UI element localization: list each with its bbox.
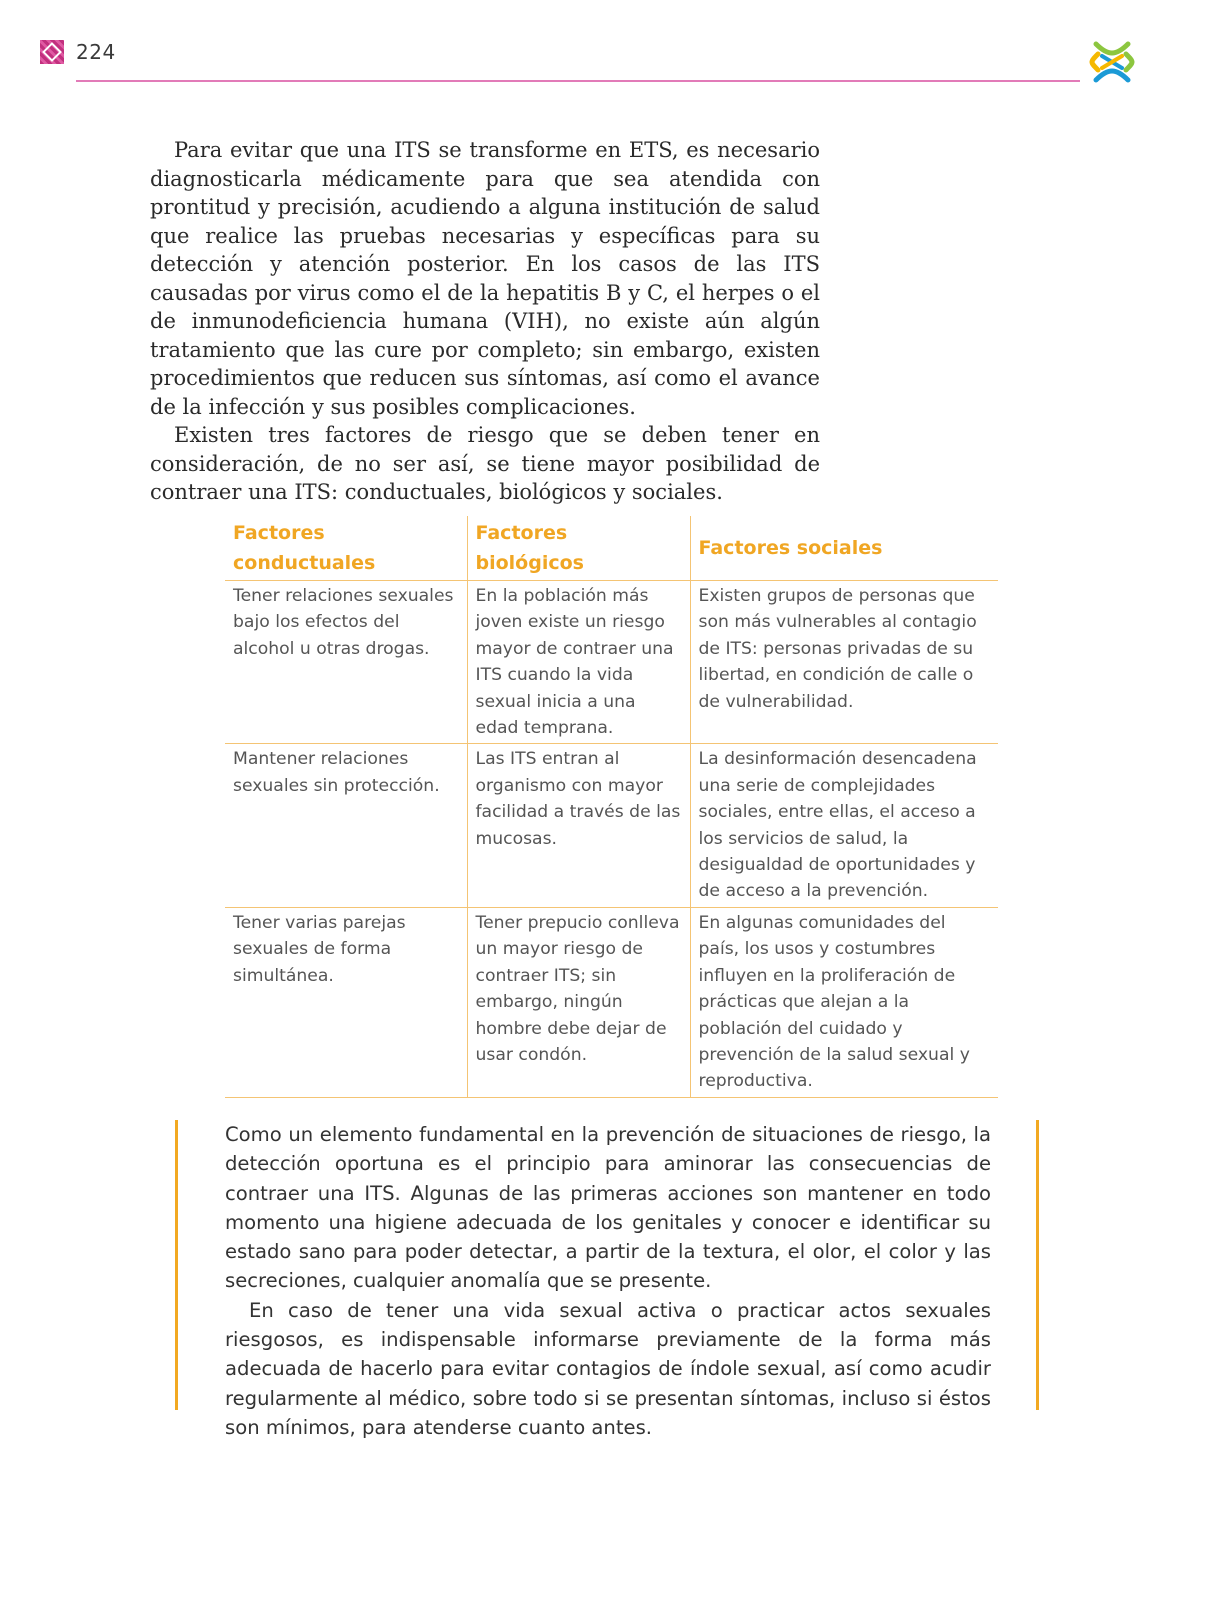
highlight-text xyxy=(225,1120,991,1442)
header-divider xyxy=(76,80,1080,82)
highlight-box xyxy=(175,1120,1039,1439)
table-header-row xyxy=(225,516,998,581)
highlight-paragraph: Como un elemento fundamental en la prevención de situaciones de riesgo, la detección oportuna es el principio para aminorar las consecuencias de contraer una ITS. Algunas de las primeras acciones son mantener en todo momento una higiene adecuada de los genitales y conocer e identificar su estado sano para poder detectar, a partir de la textura, el olor, el color y las secreciones, cualquier anomalía que se presente. xyxy=(225,1123,991,1293)
intro-paragraph: Existen tres factores de riesgo que se deben tener en consideración, de no ser así, se tiene mayor posibilidad de contraer una ITS: conductuales, biológicos y sociales. xyxy=(150,423,820,504)
table-cell: Tener varias parejas sexuales de forma simultánea. xyxy=(225,907,467,1097)
table-cell: La desinformación desencadena una serie de complejidades sociales, entre ellas, el acceso a los servicios de salud, la desigualdad de oportunidades y de acceso a la prevención. xyxy=(690,744,998,907)
decorative-pattern-icon xyxy=(40,40,64,64)
table-cell: En algunas comunidades del país, los usos y costumbres influyen en la proliferación de prácticas que alejan a la población del cuidado y prevención de la salud sexual y reproductiva. xyxy=(690,907,998,1097)
column-header: Factores sociales xyxy=(690,516,998,581)
table-cell: Existen grupos de personas que son más vulnerables al contagio de ITS: personas privadas de su libertad, en condición de calle o de vulnerabilidad. xyxy=(690,581,998,744)
table-cell: Tener prepucio conlleva un mayor riesgo de contraer ITS; sin embargo, ningún hombre debe dejar de usar condón. xyxy=(467,907,690,1097)
table-row xyxy=(225,907,998,1097)
risk-factors-table xyxy=(225,516,998,1098)
intro-paragraph: Para evitar que una ITS se transforme en ETS, es necesario diagnosticarla médicamente para que sea atendida con prontitud y precisión, acudiendo a alguna institución de salud que realice las pruebas necesarias y específicas para su detección y atención posterior. En los casos de las ITS causadas por virus como el de la hepatitis B y C, el herpes o el de inmunodeficiencia humana (VIH), no existe aún algún tratamiento que las cure por completo; sin embargo, existen procedimientos que reducen sus síntomas, así como el avance de la infección y sus posibles complicaciones. xyxy=(150,138,820,419)
box-right-bar xyxy=(1036,1120,1039,1410)
box-left-bar xyxy=(175,1120,178,1410)
table-cell: Mantener relaciones sexuales sin protección. xyxy=(225,744,467,907)
table-cell: En la población más joven existe un riesgo mayor de contraer una ITS cuando la vida sexual inicia a una edad temprana. xyxy=(467,581,690,744)
dna-knot-logo-icon xyxy=(1088,38,1136,86)
highlight-paragraph: En caso de tener una vida sexual activa o practicar actos sexuales riesgosos, es indispensable informarse previamente de la forma más adecuada de hacerlo para evitar contagios de índole sexual, así como acudir regularmente al médico, sobre todo si se presentan síntomas, incluso si éstos son mínimos, para atenderse cuanto antes. xyxy=(225,1298,991,1439)
table-row xyxy=(225,744,998,907)
table-cell: Tener relaciones sexuales bajo los efectos del alcohol u otras drogas. xyxy=(225,581,467,744)
page-number: 224 xyxy=(76,40,116,64)
table-row xyxy=(225,581,998,744)
table-cell: Las ITS entran al organismo con mayor facilidad a través de las mucosas. xyxy=(467,744,690,907)
intro-text xyxy=(150,136,820,507)
column-header: Factores biológicos xyxy=(467,516,690,581)
column-header: Factores conductuales xyxy=(225,516,467,581)
